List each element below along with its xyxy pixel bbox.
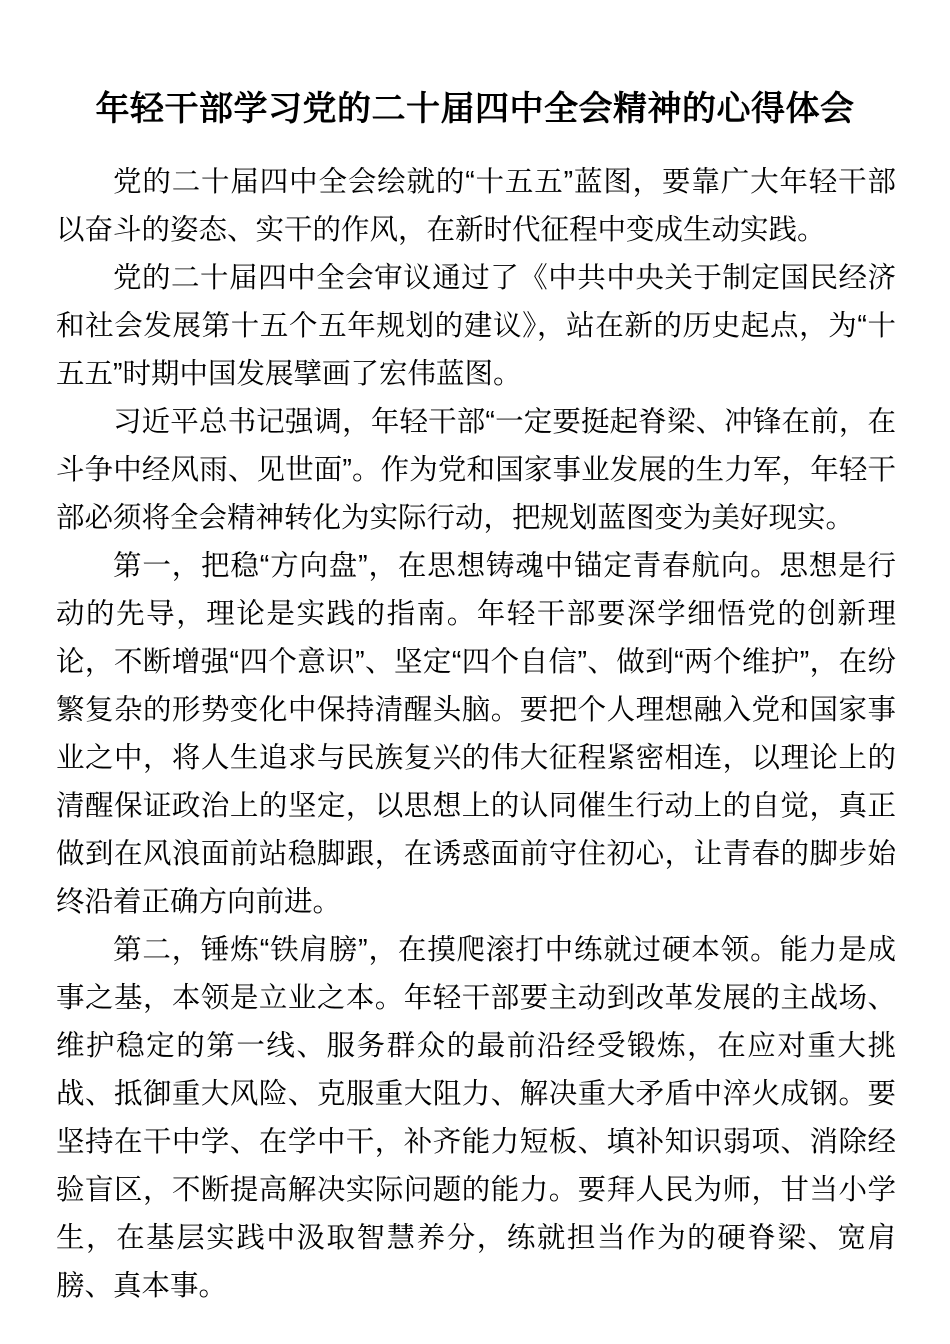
- paragraph-3: 习近平总书记强调，年轻干部“一定要挺起脊梁、冲锋在前，在斗争中经风雨、见世面”。作为党和国家事业发展的生力军，年轻干部必须将全会精神转化为实际行动，把规划蓝图变为美好现实。: [56, 406, 896, 534]
- paragraph-5: 第二，锤炼“铁肩膀”，在摸爬滚打中练就过硬本领。能力是成事之基，本领是立业之本。年轻干部要主动到改革发展的主战场、维护稳定的第一线、服务群众的最前沿经受锻炼，在应对重大挑战、抵御重大风险、克服重大阻力、解决重大矛盾中淬火成钢。要坚持在干中学、在学中干，补齐能力短板、填补知识弱项、消除经验盲区，不断提高解决实际问题的能力。要拜人民为师，甘当小学生，在基层实践中汲取智慧养分，练就担当作为的硬脊梁、宽肩膀、真本事。: [56, 934, 896, 1302]
- page-title: 年轻干部学习党的二十届四中全会精神的心得体会: [95, 89, 855, 128]
- document-body: [56, 158, 896, 1310]
- paragraph-4: 第一，把稳“方向盘”，在思想铸魂中锚定青春航向。思想是行动的先导，理论是实践的指南。年轻干部要深学细悟党的创新理论，不断增强“四个意识”、坚定“四个自信”、做到“两个维护”，在纷繁复杂的形势变化中保持清醒头脑。要把个人理想融入党和国家事业之中，将人生追求与民族复兴的伟大征程紧密相连，以理论上的清醒保证政治上的坚定，以思想上的认同催生行动上的自觉，真正做到在风浪面前站稳脚跟，在诱惑面前守住初心，让青春的脚步始终沿着正确方向前进。: [56, 550, 896, 918]
- paragraph-1: 党的二十届四中全会绘就的“十五五”蓝图，要靠广大年轻干部以奋斗的姿态、实干的作风，在新时代征程中变成生动实践。: [56, 166, 896, 246]
- paragraph-2: 党的二十届四中全会审议通过了《中共中央关于制定国民经济和社会发展第十五个五年规划的建议》，站在新的历史起点，为“十五五”时期中国发展擘画了宏伟蓝图。: [56, 262, 896, 390]
